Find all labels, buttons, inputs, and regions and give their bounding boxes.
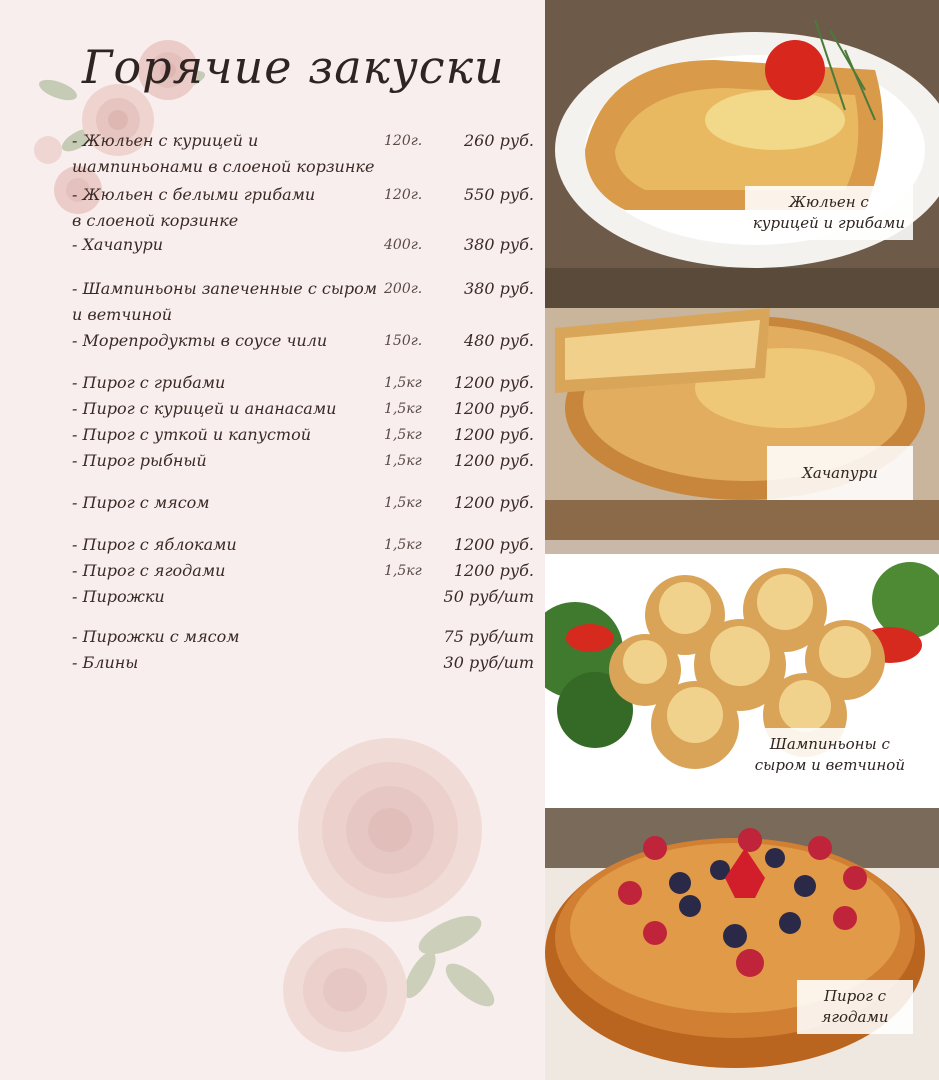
- menu-item-name: - Пирожки с мясом: [72, 627, 240, 646]
- caption-line: сыром и ветчиной: [754, 756, 905, 774]
- menu-item-price: 380 руб.: [464, 235, 534, 254]
- caption-line: Жюльен с: [789, 193, 869, 211]
- menu-item-weight: 1,5кг: [384, 563, 422, 579]
- menu-item-name: - Шампиньоны запеченные с сыром: [72, 279, 378, 298]
- menu-item-name-continued: в слоеной корзинке: [72, 211, 239, 230]
- photo-julienne: [545, 0, 939, 268]
- berry-pie-photo-icon: [545, 808, 939, 1080]
- menu-item-price: 260 руб.: [464, 131, 534, 150]
- menu-item-name: - Жюльен с курицей и: [72, 131, 259, 150]
- menu-item-price: 1200 руб.: [453, 373, 534, 392]
- menu-item-weight: 150г.: [384, 333, 423, 349]
- menu-item-price: 1200 руб.: [453, 399, 534, 418]
- caption-line: ягодами: [821, 1008, 889, 1026]
- caption-mushrooms: [747, 728, 913, 782]
- caption-julienne: [745, 186, 913, 240]
- menu-item-name: - Жюльен с белыми грибами: [72, 185, 316, 204]
- caption-berry-pie: [797, 980, 913, 1034]
- menu-item-weight: 1,5кг: [384, 495, 422, 511]
- caption-line: Пирог с: [823, 987, 887, 1005]
- menu-item-price: 1200 руб.: [453, 451, 534, 470]
- page-title: Горячие закуски: [82, 40, 505, 94]
- menu-item-name-continued: и ветчиной: [72, 305, 173, 324]
- menu-item-name: - Блины: [72, 653, 139, 672]
- menu-item-weight: 1,5кг: [384, 537, 422, 553]
- menu-item-name: - Пирог с яблоками: [72, 535, 237, 554]
- menu-item-price: 1200 руб.: [453, 493, 534, 512]
- menu-item-name: - Пирог с грибами: [72, 373, 226, 392]
- menu-item-weight: 1,5кг: [384, 453, 422, 469]
- menu-item-weight: 1,5кг: [384, 375, 422, 391]
- menu-item-weight: 1,5кг: [384, 401, 422, 417]
- menu-item-weight: 400г.: [384, 237, 423, 253]
- menu-item-price: 1200 руб.: [453, 535, 534, 554]
- caption-line: Шампиньоны с: [769, 735, 890, 753]
- menu-item-name: - Пирожки: [72, 587, 165, 606]
- photo-berry-pie: [545, 808, 939, 1080]
- menu-item-name: - Пирог с курицей и ананасами: [72, 399, 337, 418]
- menu-item-weight: 200г.: [384, 281, 423, 297]
- menu-item-name: - Морепродукты в соусе чили: [72, 331, 328, 350]
- menu-item-price: 380 руб.: [464, 279, 534, 298]
- caption-line: курицей и грибами: [752, 214, 905, 232]
- menu-item-name: - Хачапури: [72, 235, 164, 254]
- menu-item-name: - Пирог с мясом: [72, 493, 210, 512]
- menu-item-price: 480 руб.: [464, 331, 534, 350]
- caption-khachapuri: [767, 446, 913, 500]
- menu-item-name: - Пирог рыбный: [72, 451, 207, 470]
- menu-item-price: 1200 руб.: [453, 561, 534, 580]
- menu-item-name: - Пирог с ягодами: [72, 561, 226, 580]
- menu-item-price: 30 руб/шт: [443, 653, 534, 672]
- menu-item-price: 50 руб/шт: [443, 587, 534, 606]
- photo-khachapuri: [545, 268, 939, 540]
- photo-mushrooms: [545, 540, 939, 808]
- menu-item-weight: 120г.: [384, 133, 423, 149]
- menu-item-price: 550 руб.: [464, 185, 534, 204]
- caption-line: Хачапури: [802, 464, 878, 482]
- menu-item-price: 1200 руб.: [453, 425, 534, 444]
- menu-item-name-continued: шампиньонами в слоеной корзинке: [72, 157, 375, 176]
- menu-item-weight: 1,5кг: [384, 427, 422, 443]
- menu-item-name: - Пирог с уткой и капустой: [72, 425, 312, 444]
- menu-item-price: 75 руб/шт: [443, 627, 534, 646]
- menu-item-weight: 120г.: [384, 187, 423, 203]
